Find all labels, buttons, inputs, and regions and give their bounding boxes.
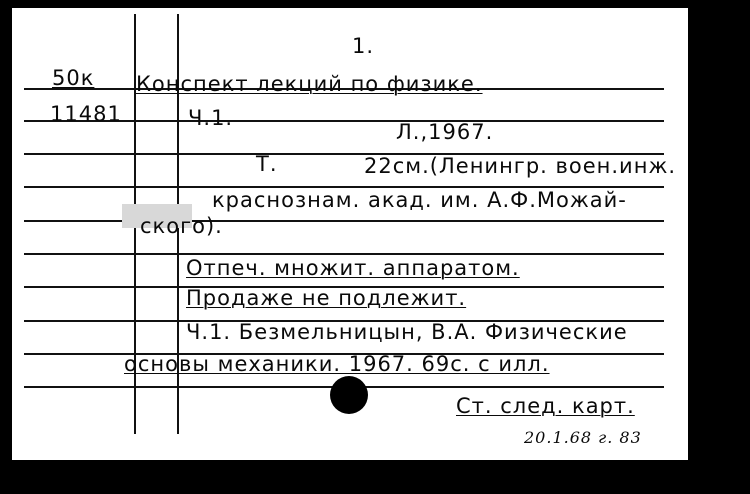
- rule-line: [24, 220, 664, 222]
- handwritten-note: 20.1.68 г. 83: [524, 428, 642, 447]
- call-number: 50к: [52, 66, 95, 90]
- printing-note: Отпеч. множит. аппаратом.: [186, 256, 520, 280]
- header-number: 1.: [352, 34, 375, 58]
- inventory-number: 11481: [50, 102, 122, 126]
- catalog-card: [12, 8, 688, 460]
- see-next-card: Ст. след. карт.: [456, 394, 635, 418]
- rule-line: [24, 253, 664, 255]
- size-line: 22см.(Ленингр. воен.инж.: [364, 154, 677, 178]
- imprint-line: Л.,1967.: [396, 120, 494, 144]
- volume-label: Т.: [256, 152, 278, 176]
- punch-hole: [330, 376, 368, 414]
- author-line: Ч.1. Безмельницын, В.А. Физические: [186, 320, 628, 344]
- academy-line: краснознам. акад. им. А.Ф.Можай-: [212, 188, 627, 212]
- title-line: Конспект лекций по физике.: [136, 72, 483, 96]
- part-line: Ч.1.: [188, 106, 234, 130]
- work-line: основы механики. 1967. 69с. с илл.: [124, 352, 550, 376]
- academy-line-end: ского).: [140, 214, 223, 238]
- sale-note: Продаже не подлежит.: [186, 286, 467, 310]
